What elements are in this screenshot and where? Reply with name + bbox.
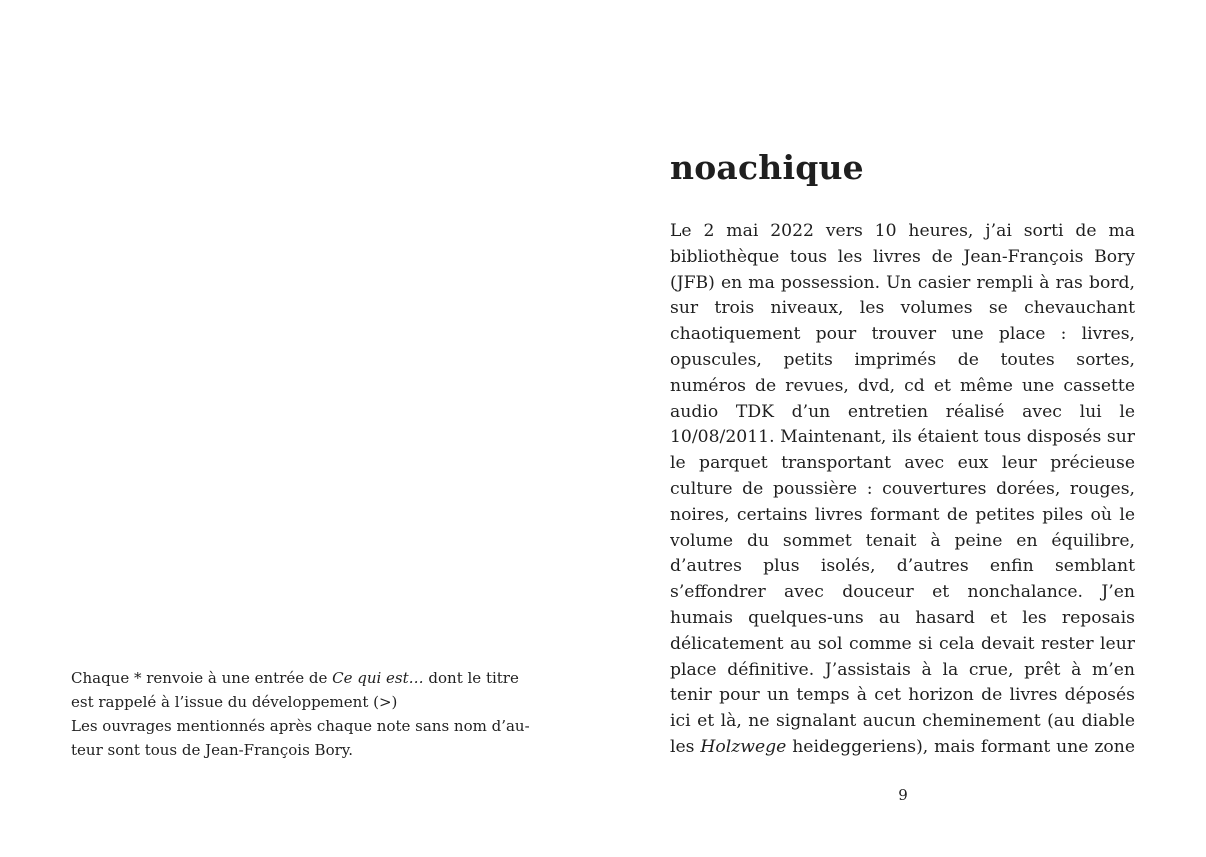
- right-page: [603, 0, 1206, 857]
- footnote-line-1: [71, 666, 541, 714]
- page-number: 9: [898, 786, 908, 804]
- footnote-line-2: Les ouvrages mentionnés après chaque note sans nom d’auteur sont tous de Jean-François Bory.: [71, 717, 530, 759]
- body-paragraph: [670, 219, 1135, 761]
- footnote: [71, 666, 541, 762]
- body-text: heideggeriens), mais formant une zone: [792, 736, 1135, 757]
- footnote-text: Chaque * renvoie à une entrée de: [71, 669, 333, 687]
- footnote-italic-title: Ce qui est…: [332, 669, 424, 687]
- body-text: Le 2 mai 2022 vers 10 heures, j’ai sorti de ma bibliothèque tous les livres de Jean-François Bory (JFB) en ma possession. Un casier rempli à ras bord, sur trois niveaux, les volumes se chevauchant chaotiquement pour trouver une place : livres, opuscules, petits imprimés de toutes sortes, numéros de revues, dvd, cd et même une cassette audio TDK d’un entretien réalisé avec lui le 10/08/2011. Maintenant, ils étaient tous disposés sur le parquet transportant avec eux leur précieuse culture de poussière : couvertures dorées, rouges, noires, certains livres formant de petites piles où le volume du sommet tenait à peine en équilibre, d’autres plus isolés, d’autres enfin semblant s’effondrer avec douceur et nonchalance. J’en humais quelques-uns au hasard et les reposais délicatement au sol comme si cela devait rester leur place définitive. J’assistais à la crue, prêt à m’en tenir pour un temps à cet horizon de livres déposés ici et là, ne signalant aucun cheminement (au diable les: [670, 221, 1135, 757]
- body-italic-term: Holzwege: [700, 736, 787, 757]
- chapter-title: noachique: [670, 148, 864, 187]
- footnote-text: dont le titre est rappelé à l’issue du développement (>): [71, 669, 519, 711]
